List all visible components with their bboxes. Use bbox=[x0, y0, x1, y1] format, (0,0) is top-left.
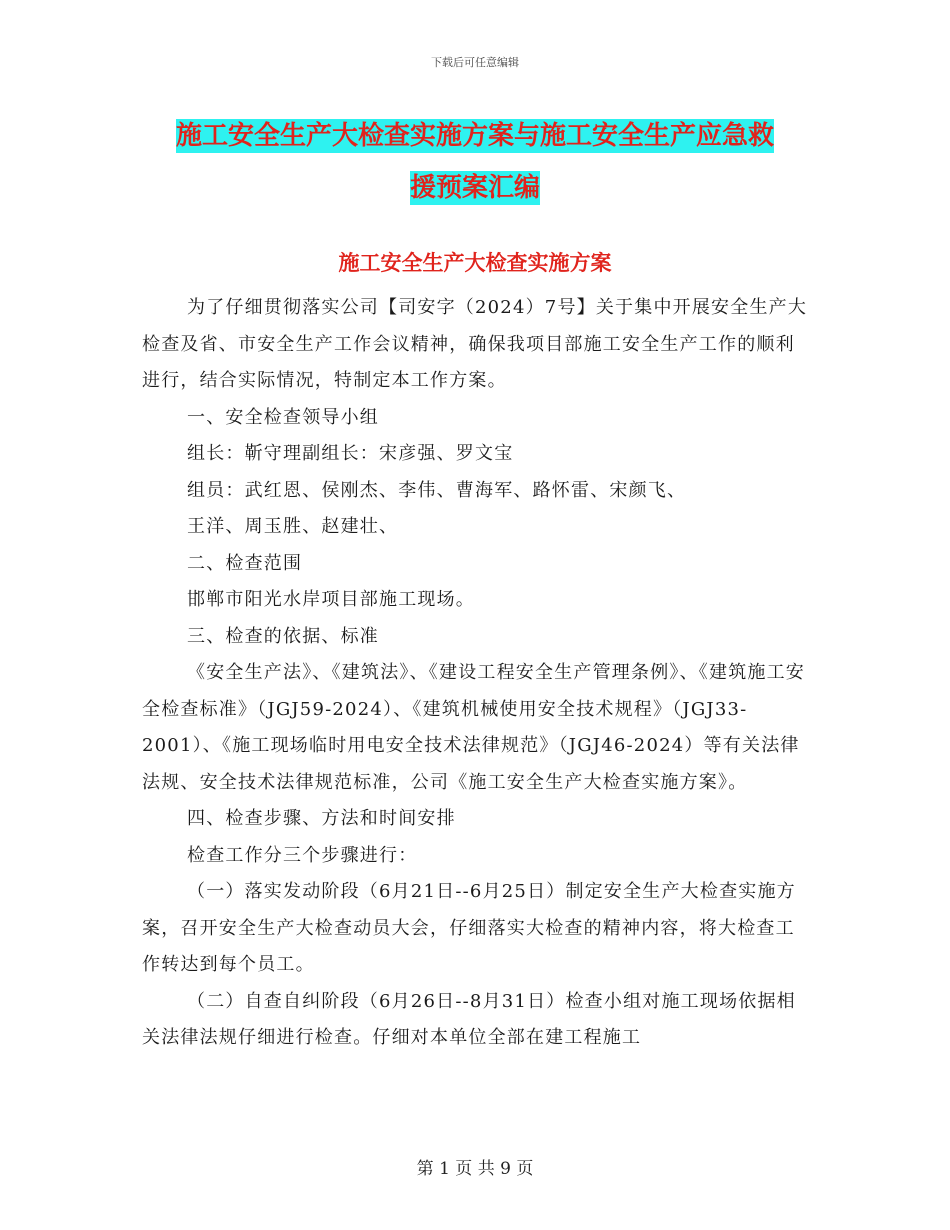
paragraph-intro: 为了仔细贯彻落实公司【司安字（2024）7号】关于集中开展安全生产大检查及省、市安全生产工作会议精神，确保我项目部施工安全生产工作的顺利进行，结合实际情况，特制定本工作方案。 bbox=[142, 297, 808, 391]
title-line-2: 援预案汇编 bbox=[409, 173, 540, 203]
paragraph-steps-intro: 检查工作分三个步骤进行： bbox=[187, 844, 418, 866]
paragraph-members: 组员：武红恩、侯刚杰、李伟、曹海军、路怀雷、宋颜飞、 bbox=[187, 479, 687, 501]
paragraph-step-2: （二）自查自纠阶段（6月26日--8月31日）检查小组对施工现场依据相关法律法规仔细进行检查。仔细对本单位全部在建工程施工 bbox=[142, 990, 796, 1048]
paragraph-leaders: 组长：靳守理副组长：宋彦强、罗文宝 bbox=[187, 443, 514, 464]
document-body bbox=[142, 290, 810, 1057]
section-title: 施工安全生产大检查实施方案 bbox=[338, 251, 612, 275]
title-line-1: 施工安全生产大检查实施方案与施工安全生产应急救 bbox=[175, 121, 774, 151]
heading-basis: 三、检查的依据、标准 bbox=[187, 625, 379, 647]
paragraph-step-1: （一）落实发动阶段（6月21日--6月25日）制定安全生产大检查实施方案，召开安全生产大检查动员大会，仔细落实大检查的精神内容，将大检查工作转达到每个员工。 bbox=[142, 881, 796, 975]
paragraph-members-cont: 王洋、周玉胜、赵建壮、 bbox=[187, 516, 399, 537]
heading-leadership-group: 一、安全检查领导小组 bbox=[187, 406, 379, 428]
header-note: 下载后可任意编辑 bbox=[431, 56, 519, 69]
paragraph-basis: 《安全生产法》、《建筑法》、《建设工程安全生产管理条例》、《建筑施工安全检查标准》（JGJ59-2024）、《建筑机械使用安全技术规程》（JGJ33-2001）、《施工现场临时用电安全技术法律规范》（JGJ46-2024）等有关法律法规、安全技术法律规范标准，公司《施工安全生产大检查实施方案》。 bbox=[142, 662, 805, 793]
heading-steps: 四、检查步骤、方法和时间安排 bbox=[187, 808, 456, 829]
heading-scope: 二、检查范围 bbox=[187, 552, 303, 574]
document-title bbox=[0, 110, 950, 214]
paragraph-scope: 邯郸市阳光水岸项目部施工现场。 bbox=[187, 589, 475, 610]
page-footer: 第 1 页 共 9 页 bbox=[416, 1159, 534, 1179]
